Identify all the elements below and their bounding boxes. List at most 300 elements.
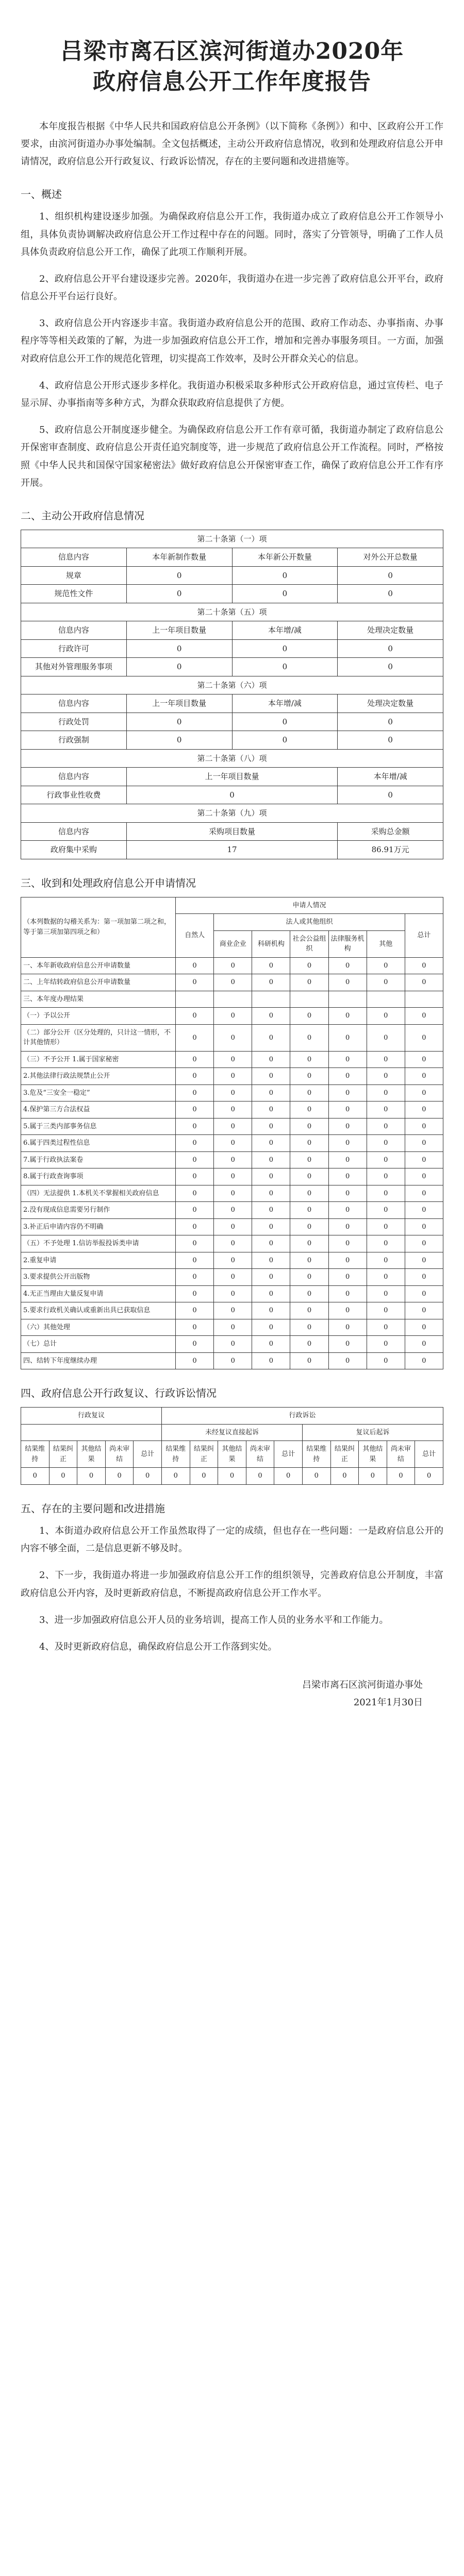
table-cell: 0 <box>328 1084 367 1101</box>
table-header: 信息内容 <box>21 694 127 713</box>
table-cell: 0 <box>232 713 338 731</box>
table-cell: 0 <box>367 1269 405 1286</box>
signature-org: 吕梁市离石区滨河街道办事处 <box>302 1680 423 1691</box>
table-cell: 0 <box>405 974 443 991</box>
table-row <box>21 974 443 991</box>
table-cell: 0 <box>367 957 405 974</box>
table-cell: 行政许可 <box>21 639 127 658</box>
table-spacer <box>21 1424 162 1441</box>
table-caption: 第二十条第（一）项 <box>21 530 443 548</box>
table-cell: 0 <box>252 1024 290 1051</box>
table-cell: 0 <box>290 1168 328 1185</box>
table-cell: 0 <box>232 658 338 676</box>
table-caption: 第二十条第（六）项 <box>21 676 443 694</box>
section5-para-4: 4、及时更新政府信息，确保政府信息公开工作落到实处。 <box>39 1641 277 1652</box>
table-row <box>21 957 443 974</box>
table-cell: 0 <box>126 585 232 603</box>
table-cell: 0 <box>328 1336 367 1353</box>
table-cell: 0 <box>405 1302 443 1319</box>
report-page <box>21 0 443 1753</box>
table-cell: 0 <box>214 1151 252 1168</box>
table-cell: 0 <box>328 1352 367 1369</box>
table-cell: 0 <box>214 1118 252 1135</box>
table-cell <box>214 991 252 1008</box>
table-cell: 0 <box>214 1352 252 1369</box>
table-cell: 0 <box>330 1468 359 1485</box>
table-cell: 行政处罚 <box>21 713 127 731</box>
table-header: 商业企业 <box>214 930 252 957</box>
table-cell: 0 <box>252 1252 290 1269</box>
table-cell: 0 <box>405 1269 443 1286</box>
table-header: 尚未审结 <box>246 1441 274 1468</box>
table-row <box>21 731 443 750</box>
table-cell: 0 <box>328 1202 367 1219</box>
table-cell: 0 <box>338 713 443 731</box>
table-cell: 0 <box>214 1252 252 1269</box>
table-cell: 0 <box>176 1024 214 1051</box>
row-label: （三）不予公开 1.属于国家秘密 <box>21 1051 176 1068</box>
table-cell: 0 <box>290 1068 328 1085</box>
table-cell: 0 <box>405 1024 443 1051</box>
title-line-2: 政府信息公开工作年度报告 <box>93 69 371 95</box>
table-cell: 0 <box>328 1218 367 1235</box>
table-cell: 0 <box>176 1101 214 1118</box>
table-corner: （本列数据的勾稽关系为：第一项加第二项之和，等于第三项加第四项之和） <box>21 897 176 957</box>
table-cell: 0 <box>290 1024 328 1051</box>
table-cell: 0 <box>328 974 367 991</box>
table-cell: 0 <box>367 1118 405 1135</box>
table-cell: 0 <box>252 1285 290 1302</box>
table-cell: 0 <box>161 1468 190 1485</box>
table-header: 尚未审结 <box>387 1441 415 1468</box>
table-header: 本年新制作数量 <box>126 548 232 567</box>
table-cell: 0 <box>405 1084 443 1101</box>
row-label: 8.属于行政查询事项 <box>21 1168 176 1185</box>
table-row <box>21 1468 443 1485</box>
table-cell: 0 <box>290 1352 328 1369</box>
table-cell: 0 <box>290 1135 328 1152</box>
row-label: 2.其他法律行政法规禁止公开 <box>21 1068 176 1085</box>
table-row <box>21 1185 443 1202</box>
row-label: （二）部分公开（区分处理的，只计这一情形，不计其他情形） <box>21 1024 176 1051</box>
row-label: 6.属于四类过程性信息 <box>21 1135 176 1152</box>
table-row <box>21 1135 443 1152</box>
table-cell: 0 <box>328 1101 367 1118</box>
table-cell: 规章 <box>21 566 127 585</box>
table-cell: 0 <box>214 974 252 991</box>
row-label: （五）不予处理 1.信访举报投诉类申请 <box>21 1235 176 1252</box>
table-cell: 0 <box>232 639 338 658</box>
table-cell: 0 <box>252 1168 290 1185</box>
table-cell: 0 <box>176 1302 214 1319</box>
table-row <box>21 1252 443 1269</box>
table-cell: 0 <box>290 1235 328 1252</box>
table-cell: 0 <box>367 1285 405 1302</box>
table-cell: 0 <box>290 1118 328 1135</box>
table-header: 信息内容 <box>21 548 127 567</box>
table-cell: 0 <box>214 1302 252 1319</box>
table-header: 上一年项目数量 <box>126 694 232 713</box>
section5-para-1: 1、本街道办政府信息公开工作虽然取得了一定的成绩，但也存在一些问题：一是政府信息公开的内容不够全面，二是信息更新不够及时。 <box>21 1525 443 1554</box>
table-cell: 0 <box>328 1068 367 1085</box>
table-cell: 0 <box>214 1336 252 1353</box>
table-cell: 0 <box>328 1302 367 1319</box>
row-label: （一）予以公开 <box>21 1008 176 1025</box>
table-cell: 0 <box>214 1235 252 1252</box>
table-cell: 0 <box>232 731 338 750</box>
table-cell: 0 <box>367 1151 405 1168</box>
table-cell: 0 <box>214 957 252 974</box>
table-cell: 0 <box>232 585 338 603</box>
table-cell: 0 <box>415 1468 443 1485</box>
table-cell: 0 <box>405 1235 443 1252</box>
table-row <box>21 1068 443 1085</box>
table-row <box>21 1336 443 1353</box>
table-cell: 0 <box>252 1336 290 1353</box>
table-cell: 0 <box>252 1302 290 1319</box>
table-cell: 0 <box>328 1118 367 1135</box>
table-header: 复议后起诉 <box>302 1424 443 1441</box>
table-header: 科研机构 <box>252 930 290 957</box>
table-header: 总计 <box>415 1441 443 1468</box>
table-cell: 0 <box>405 1168 443 1185</box>
table-cell: 0 <box>359 1468 387 1485</box>
table-row <box>21 1051 443 1068</box>
table-cell: 0 <box>214 1024 252 1051</box>
table-cell: 0 <box>252 1151 290 1168</box>
table-cell: 0 <box>328 1235 367 1252</box>
table-cell: 0 <box>252 1135 290 1152</box>
row-label: （四）无法提供 1.本机关不掌握相关政府信息 <box>21 1185 176 1202</box>
table-header: 处理决定数量 <box>338 694 443 713</box>
table-cell: 0 <box>405 1151 443 1168</box>
table-cell: 0 <box>214 1185 252 1202</box>
table-header: 总计 <box>134 1441 162 1468</box>
table-cell: 0 <box>105 1468 134 1485</box>
row-label: 2.重复申请 <box>21 1252 176 1269</box>
table-cell: 0 <box>405 1051 443 1068</box>
table-row <box>21 1202 443 1219</box>
table-cell: 0 <box>328 957 367 974</box>
row-label: 3.补正后申请内容仍不明确 <box>21 1218 176 1235</box>
table-header: 上一年项目数量 <box>126 768 338 786</box>
table-cell <box>290 991 328 1008</box>
table-cell: 0 <box>328 1008 367 1025</box>
table-cell: 0 <box>367 1084 405 1101</box>
table-cell: 17 <box>126 841 338 859</box>
table-cell <box>367 991 405 1008</box>
table-cell: 0 <box>328 1285 367 1302</box>
table-cell <box>176 991 214 1008</box>
table-cell: 0 <box>328 1051 367 1068</box>
table-cell: 0 <box>405 1101 443 1118</box>
table-row <box>21 991 443 1008</box>
table-row <box>21 1084 443 1101</box>
table-row <box>21 1235 443 1252</box>
table-row <box>21 1118 443 1135</box>
table-header: 信息内容 <box>21 621 127 640</box>
row-label: （六）其他处理 <box>21 1319 176 1336</box>
table-header: 本年增/减 <box>232 621 338 640</box>
table-cell: 0 <box>214 1269 252 1286</box>
application-rows <box>21 957 443 1369</box>
table-cell: 0 <box>367 1168 405 1185</box>
table-header: 处理决定数量 <box>338 621 443 640</box>
table-cell: 0 <box>290 1302 328 1319</box>
table-cell: 0 <box>252 1235 290 1252</box>
section1-para-3: 3、政府信息公开内容逐步丰富。我街道办政府信息公开的范围、政府工作动态、办事指南、办事程序等等相关政策的了解，为进一步加强政府信息公开工作，增加和完善办事服务项目。一方面，加强对政府信息公开工作的规范化管理，切实提高工作效率，及时公开群众关心的信息。 <box>21 318 443 364</box>
section2-heading: 二、主动公开政府信息情况 <box>21 509 144 522</box>
table-cell: 行政强制 <box>21 731 127 750</box>
table-row <box>21 1024 443 1051</box>
table-cell: 0 <box>328 1024 367 1051</box>
table-cell: 0 <box>176 1202 214 1219</box>
table-header: 结果维持 <box>21 1441 49 1468</box>
table-cell: 0 <box>290 1101 328 1118</box>
table-cell: 0 <box>252 1352 290 1369</box>
table-cell: 0 <box>328 1151 367 1168</box>
table-cell: 0 <box>176 1118 214 1135</box>
table-cell: 0 <box>77 1468 106 1485</box>
table-cell: 0 <box>252 1319 290 1336</box>
table-cell: 0 <box>367 1135 405 1152</box>
table-caption: 第二十条第（五）项 <box>21 603 443 621</box>
table-header: 上一年项目数量 <box>126 621 232 640</box>
table-header: 尚未审结 <box>105 1441 134 1468</box>
section5-para-2: 2、下一步，我街道办将进一步加强政府信息公开工作的组织领导，完善政府信息公开制度，丰富政府信息公开内容，及时更新政府信息，不断提高政府信息公开工作水平。 <box>21 1570 443 1599</box>
table-cell: 0 <box>367 1051 405 1068</box>
table-cell: 0 <box>252 1185 290 1202</box>
table-header: 结果纠正 <box>330 1441 359 1468</box>
table-cell <box>328 991 367 1008</box>
table-cell: 0 <box>328 1252 367 1269</box>
table-cell: 0 <box>176 1151 214 1168</box>
table-header: 总计 <box>274 1441 303 1468</box>
table-cell: 0 <box>176 1269 214 1286</box>
table-cell: 0 <box>252 1084 290 1101</box>
table-header: 自然人 <box>176 914 214 958</box>
table-cell: 0 <box>21 1468 49 1485</box>
row-label: 3.要求提供公开出版物 <box>21 1269 176 1286</box>
table-row <box>21 1285 443 1302</box>
table-row <box>21 585 443 603</box>
table-header: 采购总金额 <box>338 822 443 841</box>
table-row <box>21 1319 443 1336</box>
table-cell: 0 <box>218 1468 246 1485</box>
table-cell: 0 <box>328 1168 367 1185</box>
section1-para-2: 2、政府信息公开平台建设逐步完善。2020年，我街道办在进一步完善了政府信息公开平台，政府信息公开平台运行良好。 <box>21 273 443 302</box>
table-row <box>21 1151 443 1168</box>
table-cell: 0 <box>290 1285 328 1302</box>
table-cell: 0 <box>367 1202 405 1219</box>
table-cell: 0 <box>176 1051 214 1068</box>
table-cell: 0 <box>338 639 443 658</box>
table-header: 行政诉讼 <box>161 1408 443 1425</box>
table-cell: 0 <box>274 1468 303 1485</box>
table-cell: 0 <box>367 1319 405 1336</box>
table-header: 信息内容 <box>21 768 127 786</box>
table-cell: 0 <box>214 1051 252 1068</box>
signature-date: 2021年1月30日 <box>353 1697 423 1708</box>
table-cell: 0 <box>214 1068 252 1085</box>
table-cell: 0 <box>290 1252 328 1269</box>
table-cell: 0 <box>290 1218 328 1235</box>
table-cell: 0 <box>176 974 214 991</box>
table-cell: 0 <box>134 1468 162 1485</box>
row-label: 四、结转下年度继续办理 <box>21 1352 176 1369</box>
table-cell: 0 <box>302 1468 330 1485</box>
proactive-table-1 <box>21 530 443 859</box>
report-title <box>21 36 443 97</box>
table-cell: 0 <box>367 1302 405 1319</box>
table-row <box>21 1302 443 1319</box>
table-cell: 0 <box>214 1084 252 1101</box>
table-cell: 0 <box>252 1118 290 1135</box>
table-cell: 0 <box>126 731 232 750</box>
table-cell: 0 <box>176 1352 214 1369</box>
table-cell <box>405 991 443 1008</box>
table-cell: 0 <box>290 1319 328 1336</box>
table-cell: 0 <box>252 1101 290 1118</box>
table-cell: 0 <box>405 1068 443 1085</box>
table-cell: 0 <box>214 1218 252 1235</box>
table-cell: 0 <box>126 639 232 658</box>
table-header: 法律服务机构 <box>328 930 367 957</box>
table-cell: 0 <box>367 1101 405 1118</box>
table-header: 申请人情况 <box>176 897 443 914</box>
table-header: 结果维持 <box>161 1441 190 1468</box>
table-cell: 0 <box>252 1269 290 1286</box>
table-cell: 0 <box>338 731 443 750</box>
table-header: 未经复议直接起诉 <box>161 1424 302 1441</box>
table-cell: 0 <box>176 1135 214 1152</box>
table-cell: 0 <box>252 1218 290 1235</box>
table-cell: 0 <box>367 974 405 991</box>
table-caption: 第二十条第（九）项 <box>21 804 443 823</box>
table-cell: 0 <box>176 1252 214 1269</box>
table-header: 结果维持 <box>302 1441 330 1468</box>
section4-heading: 四、政府信息公开行政复议、行政诉讼情况 <box>21 1387 217 1400</box>
table-cell: 0 <box>405 1008 443 1025</box>
section1-para-4: 4、政府信息公开形式逐步多样化。我街道办积极采取多种形式公开政府信息，通过宣传栏、电子显示屏、办事指南等多种方式，为群众获取政府信息提供了方便。 <box>21 380 443 409</box>
table-row <box>21 566 443 585</box>
table-row <box>21 786 443 804</box>
table-header: 本年新公开数量 <box>232 548 338 567</box>
table-row <box>21 1168 443 1185</box>
table-cell: 0 <box>232 566 338 585</box>
table-cell: 0 <box>367 1024 405 1051</box>
table-cell: 0 <box>176 1008 214 1025</box>
table-row <box>21 1269 443 1286</box>
table-cell: 0 <box>405 1185 443 1202</box>
table-cell: 0 <box>290 1269 328 1286</box>
application-table <box>21 897 443 1370</box>
table-cell: 0 <box>176 1168 214 1185</box>
table-cell: 0 <box>176 1235 214 1252</box>
table-cell: 0 <box>252 1051 290 1068</box>
table-cell: 0 <box>338 658 443 676</box>
table-cell: 0 <box>176 1285 214 1302</box>
table-row <box>21 1101 443 1118</box>
table-cell: 0 <box>176 1319 214 1336</box>
table-cell: 0 <box>214 1319 252 1336</box>
signature-block <box>21 1676 443 1711</box>
row-label: 一、本年新收政府信息公开申请数量 <box>21 957 176 974</box>
table-cell: 0 <box>126 786 338 804</box>
title-line-1: 吕梁市离石区滨河街道办2020年 <box>60 38 404 64</box>
table-cell: 0 <box>367 1185 405 1202</box>
table-row <box>21 1008 443 1025</box>
table-cell: 0 <box>338 566 443 585</box>
table-header: 行政复议 <box>21 1408 162 1425</box>
table-cell: 0 <box>367 1352 405 1369</box>
table-cell: 其他对外管理服务事项 <box>21 658 127 676</box>
table-cell: 0 <box>367 1068 405 1085</box>
review-litigation-table <box>21 1407 443 1485</box>
table-cell: 0 <box>367 1252 405 1269</box>
table-row <box>21 1218 443 1235</box>
table-cell: 0 <box>328 1185 367 1202</box>
table-header: 其他结果 <box>77 1441 106 1468</box>
row-label: 三、本年度办理结果 <box>21 991 176 1008</box>
table-header: 其他 <box>367 930 405 957</box>
table-cell <box>252 991 290 1008</box>
table-cell: 0 <box>367 1008 405 1025</box>
row-label: 二、上年结转政府信息公开申请数量 <box>21 974 176 991</box>
table-cell: 0 <box>290 1202 328 1219</box>
table-cell: 0 <box>214 1101 252 1118</box>
table-header: 社会公益组织 <box>290 930 328 957</box>
table-cell: 0 <box>290 1336 328 1353</box>
table-cell: 0 <box>214 1008 252 1025</box>
table-cell: 0 <box>176 1068 214 1085</box>
section5-para-3: 3、进一步加强政府信息公开人员的业务培训，提高工作人员的业务水平和工作能力。 <box>39 1614 389 1625</box>
table-cell: 0 <box>176 1336 214 1353</box>
table-cell: 0 <box>176 1185 214 1202</box>
table-cell: 86.91万元 <box>338 841 443 859</box>
table-cell: 0 <box>214 1135 252 1152</box>
table-cell: 0 <box>405 1319 443 1336</box>
table-cell: 0 <box>126 658 232 676</box>
table-header: 信息内容 <box>21 822 127 841</box>
table-header: 总计 <box>405 914 443 958</box>
table-cell: 规范性文件 <box>21 585 127 603</box>
table-caption: 第二十条第（八）项 <box>21 749 443 768</box>
table-cell: 0 <box>246 1468 274 1485</box>
section3-heading: 三、收到和处理政府信息公开申请情况 <box>21 876 196 889</box>
table-cell: 0 <box>405 1252 443 1269</box>
table-cell: 0 <box>214 1285 252 1302</box>
table-cell: 0 <box>367 1235 405 1252</box>
section1-heading: 一、概述 <box>21 188 62 201</box>
table-cell: 0 <box>252 1068 290 1085</box>
table-cell: 0 <box>176 957 214 974</box>
row-label: 5.属于三类内部事务信息 <box>21 1118 176 1135</box>
table-header: 本年增/减 <box>338 768 443 786</box>
table-cell: 0 <box>405 1336 443 1353</box>
table-row <box>21 1441 443 1468</box>
table-cell: 0 <box>252 1202 290 1219</box>
row-label: 5.要求行政机关确认或重新出具已获取信息 <box>21 1302 176 1319</box>
table-cell: 0 <box>49 1468 77 1485</box>
table-header: 其他结果 <box>218 1441 246 1468</box>
table-cell: 0 <box>405 957 443 974</box>
table-cell: 0 <box>190 1468 218 1485</box>
table-header: 采购项目数量 <box>126 822 338 841</box>
table-cell: 0 <box>405 1352 443 1369</box>
table-cell: 0 <box>214 1202 252 1219</box>
table-header: 法人或其他组织 <box>214 914 405 931</box>
